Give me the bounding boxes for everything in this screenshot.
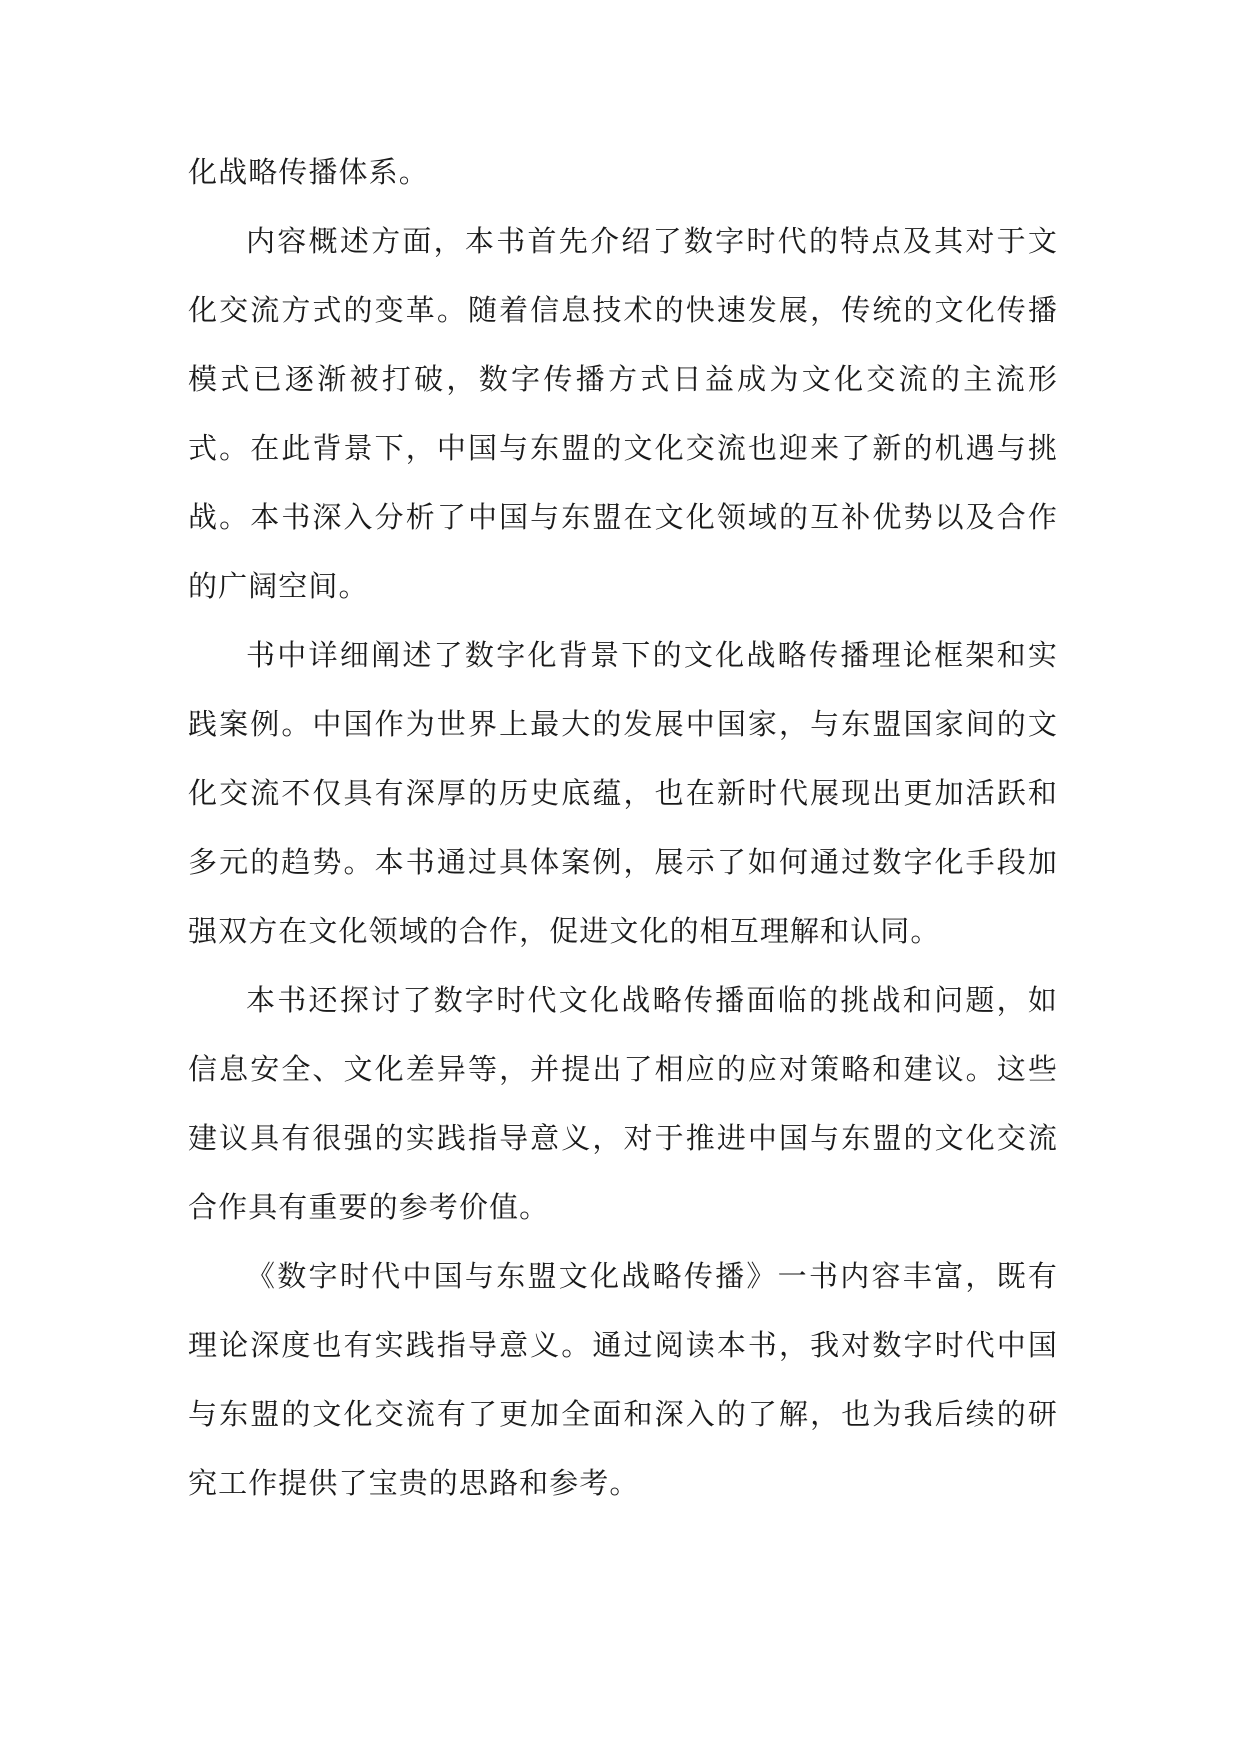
paragraph-conclusion: 《数字时代中国与东盟文化战略传播》一书内容丰富，既有理论深度也有实践指导意义。通过阅读本书，我对数字时代中国与东盟的文化交流有了更加全面和深入的了解，也为我后续的研究工作提供了宝贵的思路和参考。 (188, 1259, 1058, 1500)
paragraph-challenges: 本书还探讨了数字时代文化战略传播面临的挑战和问题，如信息安全、文化差异等，并提出了相应的应对策略和建议。这些建议具有很强的实践指导意义，对于推进中国与东盟的文化交流合作具有重要的参考价值。 (188, 983, 1058, 1224)
paragraph-content-overview: 内容概述方面，本书首先介绍了数字时代的特点及其对于文化交流方式的变革。随着信息技术的快速发展，传统的文化传播模式已逐渐被打破，数字传播方式日益成为文化交流的主流形式。在此背景下，中国与东盟的文化交流也迎来了新的机遇与挑战。本书深入分析了中国与东盟在文化领域的互补优势以及合作的广阔空间。 (188, 224, 1058, 603)
paragraph-theory-framework: 书中详细阐述了数字化背景下的文化战略传播理论框架和实践案例。中国作为世界上最大的发展中国家，与东盟国家间的文化交流不仅具有深厚的历史底蕴，也在新时代展现出更加活跃和多元的趋势。本书通过具体案例，展示了如何通过数字化手段加强双方在文化领域的合作，促进文化的相互理解和认同。 (188, 638, 1058, 948)
body-text (188, 138, 1058, 1518)
paragraph-continuation: 化战略传播体系。 (188, 155, 429, 189)
